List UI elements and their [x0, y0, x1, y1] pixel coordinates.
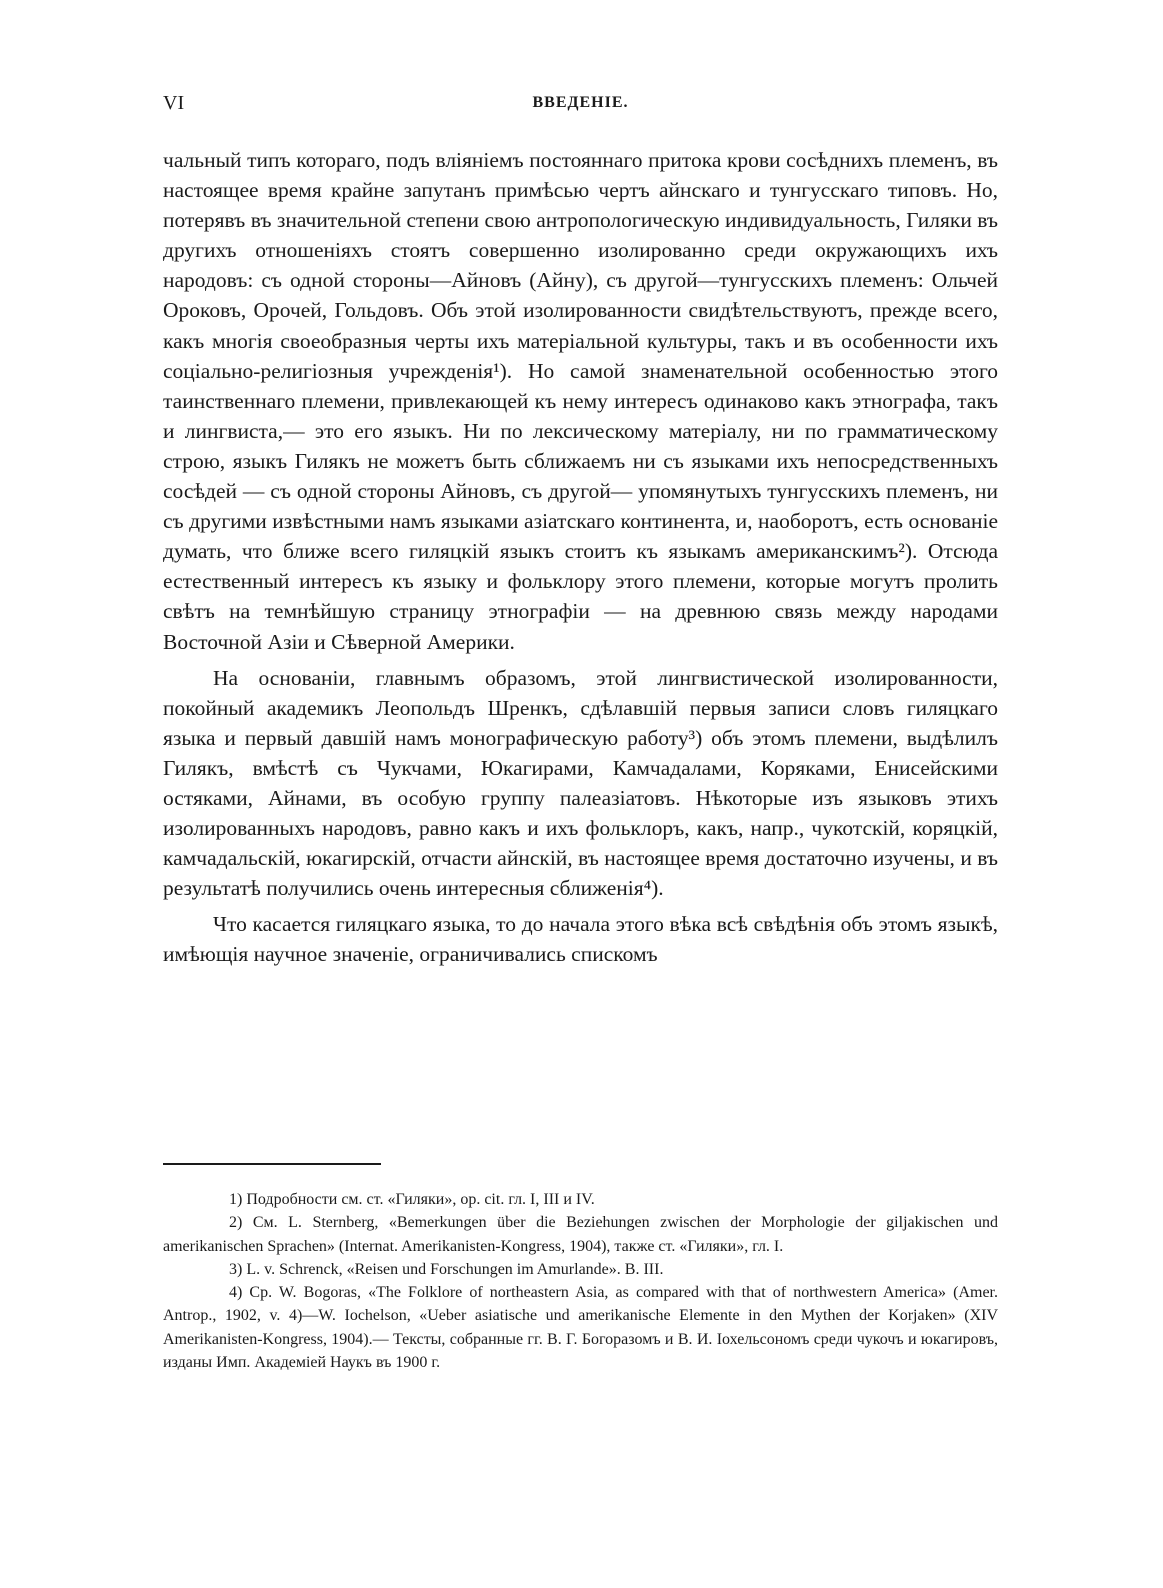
footnote: 3) L. v. Schrenck, «Reisen und Forschungen im Amurlande». B. III. [229, 1260, 664, 1278]
footnote: 4) Cp. W. Bogoras, «The Folklore of northeastern Asia, as compared with that of northwestern America» (Amer. Antrop., 1902, v. 4)—W. Iochelson, «Ueber asiatische und amerikanische Elemente in den Mythen der Korjaken» (XIV Amerikanisten-Kongress, 1904).— Тексты, собранные гг. В. Г. Богоразомъ и В. И. Іохельсономъ среди чукочъ и юкагировъ, изданы Имп. Академіей Наукъ въ 1900 г. [163, 1284, 998, 1372]
paragraph: На основаніи, главнымъ образомъ, этой лингвистической изолированности, покойный академикъ Леопольдъ Шренкъ, сдѣлавшій первыя записи словъ гиляцкаго языка и первый давшій намъ монографическую работу³) объ этомъ племени, выдѣлилъ Гилякъ, вмѣстѣ съ Чукчами, Юкагирами, Камчадалами, Коряками, Енисейскими остяками, Айнами, въ особую группу палеазіатовъ. Нѣкоторые изъ языковъ этихъ изолированныхъ народовъ, равно какъ и ихъ фольклоръ, какъ, напр., чукотскій, коряцкій, камчадальскій, юкагирскій, отчасти айнскій, въ настоящее время достаточно изучены, и въ результатѣ получились очень интересныя сближенія⁴). [163, 665, 998, 901]
page-number: VI [163, 92, 185, 114]
main-text [163, 145, 998, 970]
footnote: 2) См. L. Sternberg, «Bemerkungen über die Beziehungen zwischen der Morphologie der giljakischen und amerikanischen Sprachen» (Internat. Amerikanisten-Kongress, 1904), также ст. «Гиляки», гл. I. [163, 1214, 998, 1255]
footnote-divider [163, 1163, 381, 1165]
page-header [163, 92, 998, 122]
footnote: 1) Подробности см. ст. «Гиляки», op. cit. гл. I, III и IV. [229, 1191, 595, 1208]
paragraph: чальный типъ котораго, подъ вліяніемъ постояннаго притока крови сосѣднихъ племенъ, въ настоящее время крайне запутанъ примѣсью чертъ айнскаго и тунгусскаго типовъ. Но, потерявъ въ значительной степени свою антропологическую индивидуальность, Гиляки въ другихъ отношеніяхъ стоятъ совершенно изолированно среди окружающихъ ихъ народовъ: съ одной стороны—Айновъ (Айну), съ другой—тунгусскихъ племенъ: Ольчей Ороковъ, Орочей, Гольдовъ. Объ этой изолированности свидѣтельствуютъ, прежде всего, какъ многія своеобразныя черты ихъ матеріальной культуры, такъ и въ особенности ихъ соціально-религіозныя учрежденія¹). Но самой знаменательной особенностью этого таинственнаго племени, привлекающей къ нему интересъ одинаково какъ этнографа, такъ и лингвиста,— это его языкъ. Ни по лексическому матеріалу, ни по грамматическому строю, языкъ Гилякъ не можетъ быть сближаемъ ни съ языками ихъ непосредственныхъ сосѣдей — съ одной стороны Айновъ, съ другой— упомянутыхъ тунгусскихъ племенъ, ни съ другими извѣстными намъ языками азіатскаго континента, и, наоборотъ, есть основаніе думать, что ближе всего гиляцкій языкъ стоитъ къ языкамъ американскимъ²). Отсюда естественный интересъ къ языку и фольклору этого племени, которые могутъ пролить свѣтъ на темнѣйшую страницу этнографіи — на древнюю связь между народами Восточной Азіи и Сѣверной Америки. [163, 148, 998, 654]
running-title: ВВЕДЕНІЕ. [532, 94, 629, 111]
footnotes [163, 1188, 998, 1374]
paragraph: Что касается гиляцкаго языка, то до начала этого вѣка всѣ свѣдѣнія объ этомъ языкѣ, имѣющія научное значеніе, ограничивались спискомъ [163, 912, 998, 967]
